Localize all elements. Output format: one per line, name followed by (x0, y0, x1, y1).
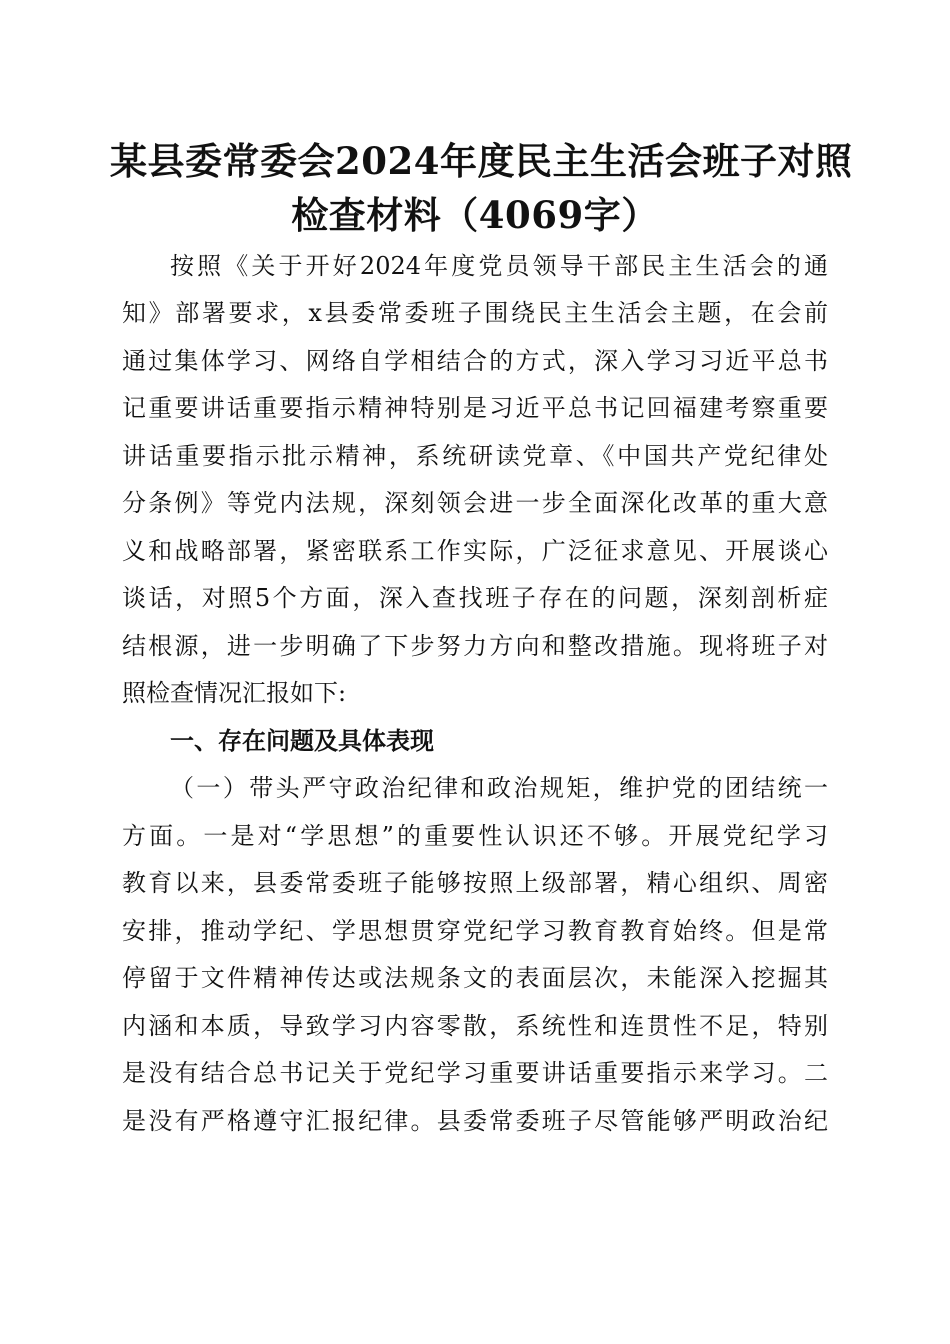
document-title-line-2: 检查材料（4069字） (291, 193, 659, 237)
intro-line: 义和战略部署，紧密联系工作实际，广泛征求意见、开展谈心 (122, 537, 828, 565)
section-line: 是没有结合总书记关于党纪学习重要讲话重要指示来学习。二 (122, 1059, 828, 1087)
intro-line: 通过集体学习、网络自学相结合的方式，深入学习习近平总书 (122, 347, 828, 375)
intro-line: 按照《关于开好2024年度党员领导干部民主生活会的通 (170, 252, 828, 280)
document-title-line-1: 某县委常委会2024年度民主生活会班子对照 (110, 139, 853, 183)
section-line: 内涵和本质，导致学习内容零散，系统性和连贯性不足，特别 (122, 1012, 828, 1040)
section-heading: 一、存在问题及具体表现 (170, 727, 434, 755)
intro-line: 讲话重要指示批示精神，系统研读党章、《中国共产党纪律处 (122, 442, 828, 470)
intro-line: 照检查情况汇报如下: (122, 679, 347, 707)
section-line: 是没有严格遵守汇报纪律。县委常委班子尽管能够严明政治纪 (122, 1107, 828, 1135)
intro-line: 记重要讲话重要指示精神特别是习近平总书记回福建考察重要 (122, 394, 828, 422)
section-line: 停留于文件精神传达或法规条文的表面层次，未能深入挖掘其 (122, 964, 828, 992)
intro-line: 分条例》等党内法规，深刻领会进一步全面深化改革的重大意 (122, 489, 828, 517)
section-line: （一）带头严守政治纪律和政治规矩，维护党的团结统一 (170, 774, 828, 802)
section-line: 教育以来，县委常委班子能够按照上级部署，精心组织、周密 (122, 869, 828, 897)
intro-line: 结根源，进一步明确了下步努力方向和整改措施。现将班子对 (122, 632, 828, 660)
section-line: 安排，推动学纪、学思想贯穿党纪学习教育教育始终。但是常 (122, 917, 828, 945)
intro-line: 知》部署要求，x县委常委班子围绕民主生活会主题，在会前 (122, 299, 828, 327)
intro-line: 谈话，对照5个方面，深入查找班子存在的问题，深刻剖析症 (122, 584, 828, 612)
section-line: 方面。一是对“学思想”的重要性认识还不够。开展党纪学习 (122, 822, 828, 850)
